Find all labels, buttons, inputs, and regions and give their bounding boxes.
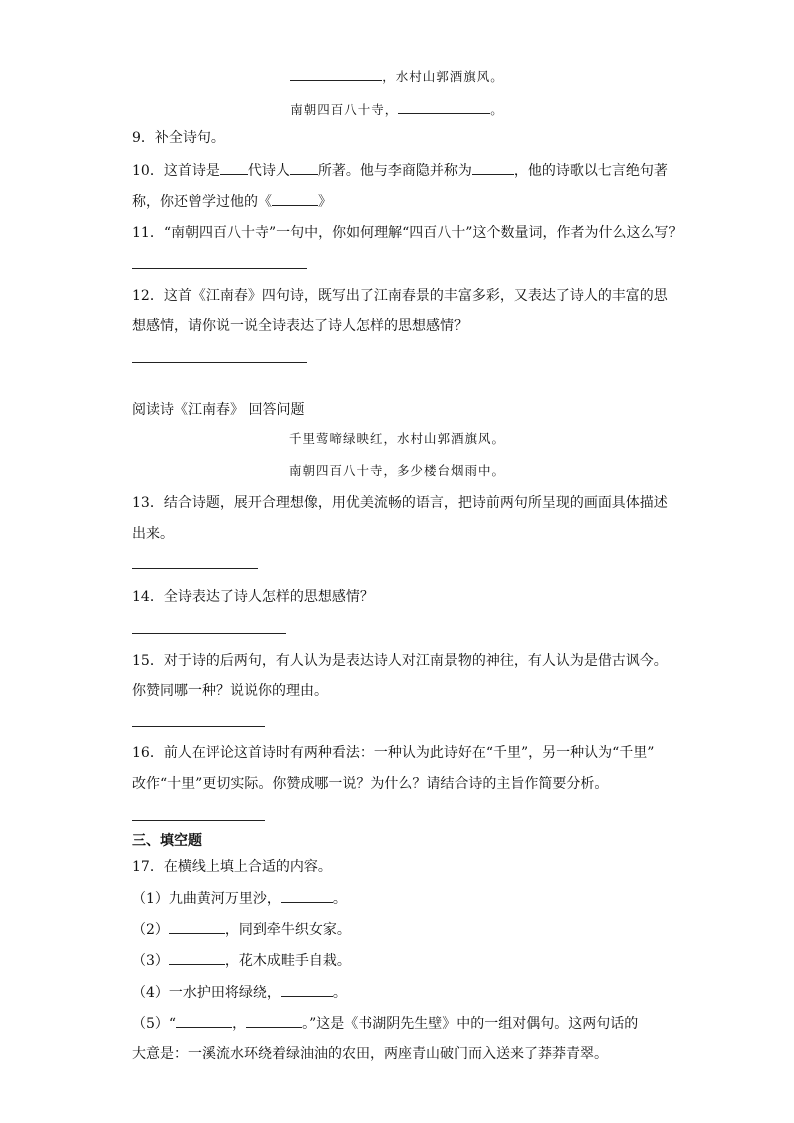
fill-blank bbox=[176, 1013, 232, 1028]
question-text: 》 bbox=[318, 194, 332, 210]
question-14: 14．全诗表达了诗人怎样的思想感情？ bbox=[132, 589, 374, 605]
fill-item-2 bbox=[132, 919, 351, 940]
fill-blank bbox=[281, 982, 333, 997]
question-text: 10．这首诗是 bbox=[132, 163, 220, 179]
fill-item-5-line-2: 大意是：一溪流水环绕着绿油油的农田，两座青山破门而入送来了莽莽青翠。 bbox=[132, 1046, 608, 1062]
question-10-line-2 bbox=[132, 191, 332, 212]
answer-line bbox=[132, 268, 307, 269]
question-17: 17．在横线上填上合适的内容。 bbox=[132, 859, 332, 875]
fill-blank bbox=[290, 160, 318, 175]
question-12-line-1: 12．这首《江南春》四句诗，既写出了江南春景的丰富多彩，又表达了诗人的丰富的思 bbox=[132, 288, 668, 304]
question-text: ，他的诗歌以七言绝句著 bbox=[513, 163, 668, 179]
item-text: （3） bbox=[132, 953, 169, 969]
reading-intro: 阅读诗《江南春》 回答问题 bbox=[132, 402, 305, 418]
answer-line bbox=[132, 820, 265, 821]
item-text: 。”这是《书湖阴先生壁》中的一组对偶句。这两句话的 bbox=[302, 1016, 639, 1032]
answer-line bbox=[132, 568, 258, 569]
fill-blank bbox=[290, 66, 382, 81]
item-text: （4）一水护田将绿绕， bbox=[132, 985, 281, 1001]
question-text: 代诗人 bbox=[247, 163, 290, 179]
fill-item-1 bbox=[132, 888, 347, 909]
fill-blank bbox=[281, 888, 333, 903]
question-11: 11．“南朝四百八十寺”一句中，你如何理解“四百八十”这个数量词，作者为什么这么写？ bbox=[132, 225, 683, 241]
question-text: 所著。他与李商隐并称为 bbox=[317, 163, 472, 179]
question-16-line-2: 改作“十里”更切实际。你赞成哪一说？为什么？请结合诗的主旨作简要分析。 bbox=[132, 776, 609, 792]
poem2-line-2: 南朝四百八十寺，多少楼台烟雨中。 bbox=[288, 463, 505, 478]
answer-line bbox=[132, 726, 265, 727]
poem-text: ，水村山郭酒旗风。 bbox=[382, 69, 504, 84]
fill-blank bbox=[169, 919, 225, 934]
poem-text: 南朝四百八十寺， bbox=[290, 102, 399, 117]
poem-line-1 bbox=[0, 66, 794, 86]
question-12-line-2: 想感情，请你说一说全诗表达了诗人怎样的思想感情？ bbox=[132, 318, 468, 334]
item-text: ，花木成畦手自栽。 bbox=[224, 953, 351, 969]
fill-item-5 bbox=[132, 1013, 638, 1034]
question-16-line-1: 16．前人在评论这首诗时有两种看法：一种认为此诗好在“千里”，另一种认为“千里” bbox=[132, 745, 655, 761]
item-text: ， bbox=[232, 1016, 247, 1032]
question-text: 称，你还曾学过他的《 bbox=[132, 194, 272, 210]
fill-blank bbox=[272, 191, 318, 206]
fill-blank bbox=[169, 950, 225, 965]
fill-item-4 bbox=[132, 982, 347, 1003]
question-10-line-1 bbox=[132, 160, 668, 181]
poem2-line-1: 千里莺啼绿映红，水村山郭酒旗风。 bbox=[288, 431, 505, 446]
question-9: 9．补全诗句。 bbox=[132, 130, 225, 146]
item-text: （1）九曲黄河万里沙， bbox=[132, 891, 281, 907]
item-text: （2） bbox=[132, 922, 169, 938]
fill-blank bbox=[398, 99, 490, 114]
answer-line bbox=[132, 362, 307, 363]
section-heading: 三、填空题 bbox=[132, 833, 202, 849]
item-text: 。 bbox=[332, 985, 347, 1001]
question-13-line-2: 出来。 bbox=[132, 526, 174, 542]
item-text: （5）“ bbox=[132, 1016, 177, 1032]
question-13-line-1: 13．结合诗题，展开合理想像，用优美流畅的语言，把诗前两句所呈现的画面具体描述 bbox=[132, 495, 668, 511]
fill-blank bbox=[246, 1013, 302, 1028]
item-text: 。 bbox=[332, 891, 347, 907]
question-15-line-1: 15．对于诗的后两句，有人认为是表达诗人对江南景物的神往，有人认为是借古讽今。 bbox=[132, 653, 668, 669]
fill-blank bbox=[220, 160, 248, 175]
question-15-line-2: 你赞同哪一种？说说你的理由。 bbox=[132, 683, 328, 699]
answer-line bbox=[132, 633, 286, 634]
poem-line-2 bbox=[0, 99, 794, 119]
poem-text: 。 bbox=[490, 102, 504, 117]
item-text: ，同到牵牛织女家。 bbox=[224, 922, 351, 938]
fill-item-3 bbox=[132, 950, 351, 971]
fill-blank bbox=[472, 160, 514, 175]
